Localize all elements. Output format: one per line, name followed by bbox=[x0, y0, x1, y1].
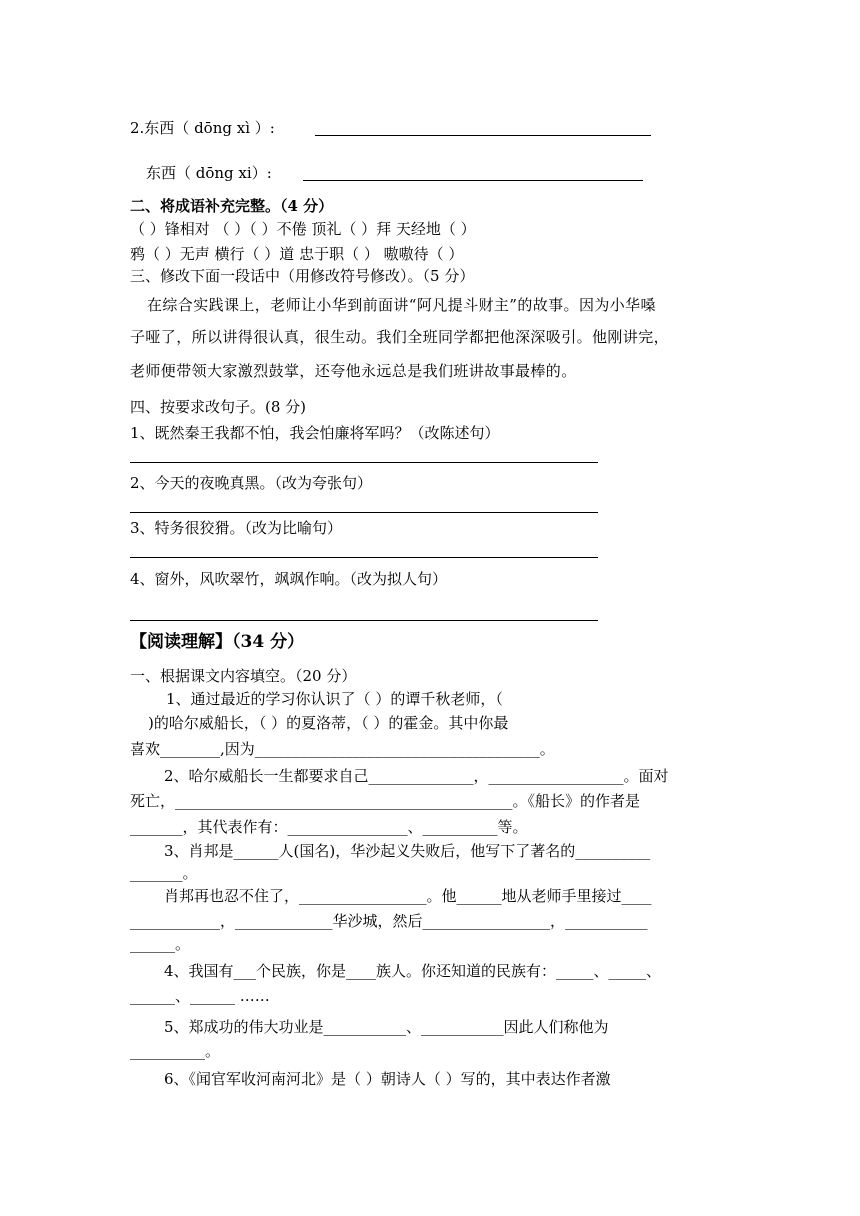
answer-line bbox=[315, 135, 651, 136]
section-title: 二、将成语补充完整。（4 分） bbox=[130, 197, 334, 215]
answer-line bbox=[130, 462, 598, 463]
fill-line: 1、通过最近的学习你认识了（ ）的谭千秋老师，（ bbox=[166, 690, 503, 708]
fill-line: 6、《闻官军收河南河北》是（ ）朝诗人（ ）写的，其中表达作者激 bbox=[164, 1070, 611, 1088]
answer-line bbox=[303, 180, 643, 181]
section-title: 四、按要求改句子。(8 分) bbox=[130, 398, 307, 416]
idiom-row: （ ）锋相对 （ ）（ ）不倦 顶礼（ ）拜 天经地（ ） bbox=[130, 220, 476, 238]
question-item: 4、窗外，风吹翠竹，飒飒作响。（改为拟人句） bbox=[130, 570, 448, 588]
fill-line: ______。 bbox=[130, 935, 191, 953]
paragraph-line: 在综合实践课上，老师让小华到前面讲“阿凡提斗财主”的故事。因为小华嗓 bbox=[147, 296, 656, 314]
paragraph-line: 子哑了，所以讲得很认真，很生动。我们全班同学都把他深深吸引。他刚讲完， bbox=[130, 328, 670, 346]
question-item: 1、既然秦王我都不怕，我会怕廉将军吗？（改陈述句） bbox=[130, 424, 500, 442]
section-title: 三、修改下面一段话中（用修改符号修改）。（5 分） bbox=[130, 267, 475, 285]
fill-line: 2、哈尔威船长一生都要求自己______________，__________________。面对 bbox=[164, 767, 669, 785]
answer-line bbox=[130, 620, 598, 621]
answer-line bbox=[130, 557, 598, 558]
question-item: 3、特务很狡猾。（改为比喻句） bbox=[130, 519, 343, 537]
fill-line: 3、肖邦是______人(国名)，华沙起义失败后，他写下了著名的__________ bbox=[164, 842, 651, 860]
reading-subtitle: 一、根据课文内容填空。（20 分） bbox=[130, 667, 357, 685]
fill-line: 死亡，_____________________________________________。《船长》的作者是 bbox=[130, 792, 641, 810]
fill-line: __________。 bbox=[130, 1042, 221, 1060]
fill-line: 5、郑成功的伟大功业是___________、___________因此人们称他为 bbox=[164, 1018, 609, 1036]
fill-line: )的哈尔威船长，（ ）的夏洛蒂，（ ）的霍金。其中你最 bbox=[148, 714, 509, 732]
paragraph-line: 老师便带领大家激烈鼓掌，还夸他永远总是我们班讲故事最棒的。 bbox=[130, 362, 577, 380]
pinyin-line-1: 2.东西（ dōng xì ）: bbox=[130, 119, 275, 137]
fill-line: _______。 bbox=[130, 864, 198, 882]
fill-line: ______、______ …… bbox=[130, 987, 270, 1005]
question-item: 2、今天的夜晚真黑。（改为夸张句） bbox=[130, 474, 373, 492]
fill-line: 肖邦再也忍不住了，_________________。他______地从老师手里接过____ bbox=[164, 887, 652, 905]
reading-title: 【阅读理解】（34 分） bbox=[130, 632, 305, 652]
fill-line: 喜欢________,因为______________________________________。 bbox=[130, 740, 555, 758]
answer-line bbox=[130, 512, 598, 513]
fill-line: ____________，_____________华沙城，然后_________________，___________ bbox=[130, 912, 648, 930]
fill-line: _______，其代表作有：________________、__________等。 bbox=[130, 818, 528, 836]
fill-line: 4、我国有___个民族，你是____族人。你还知道的民族有：_____、_____、 bbox=[164, 962, 662, 980]
pinyin-line-2: 东西（ dōng xi）: bbox=[146, 164, 272, 182]
idiom-row: 鸦（ ）无声 横行（ ）道 忠于职（ ） 嗷嗷待（ ） bbox=[130, 245, 464, 263]
